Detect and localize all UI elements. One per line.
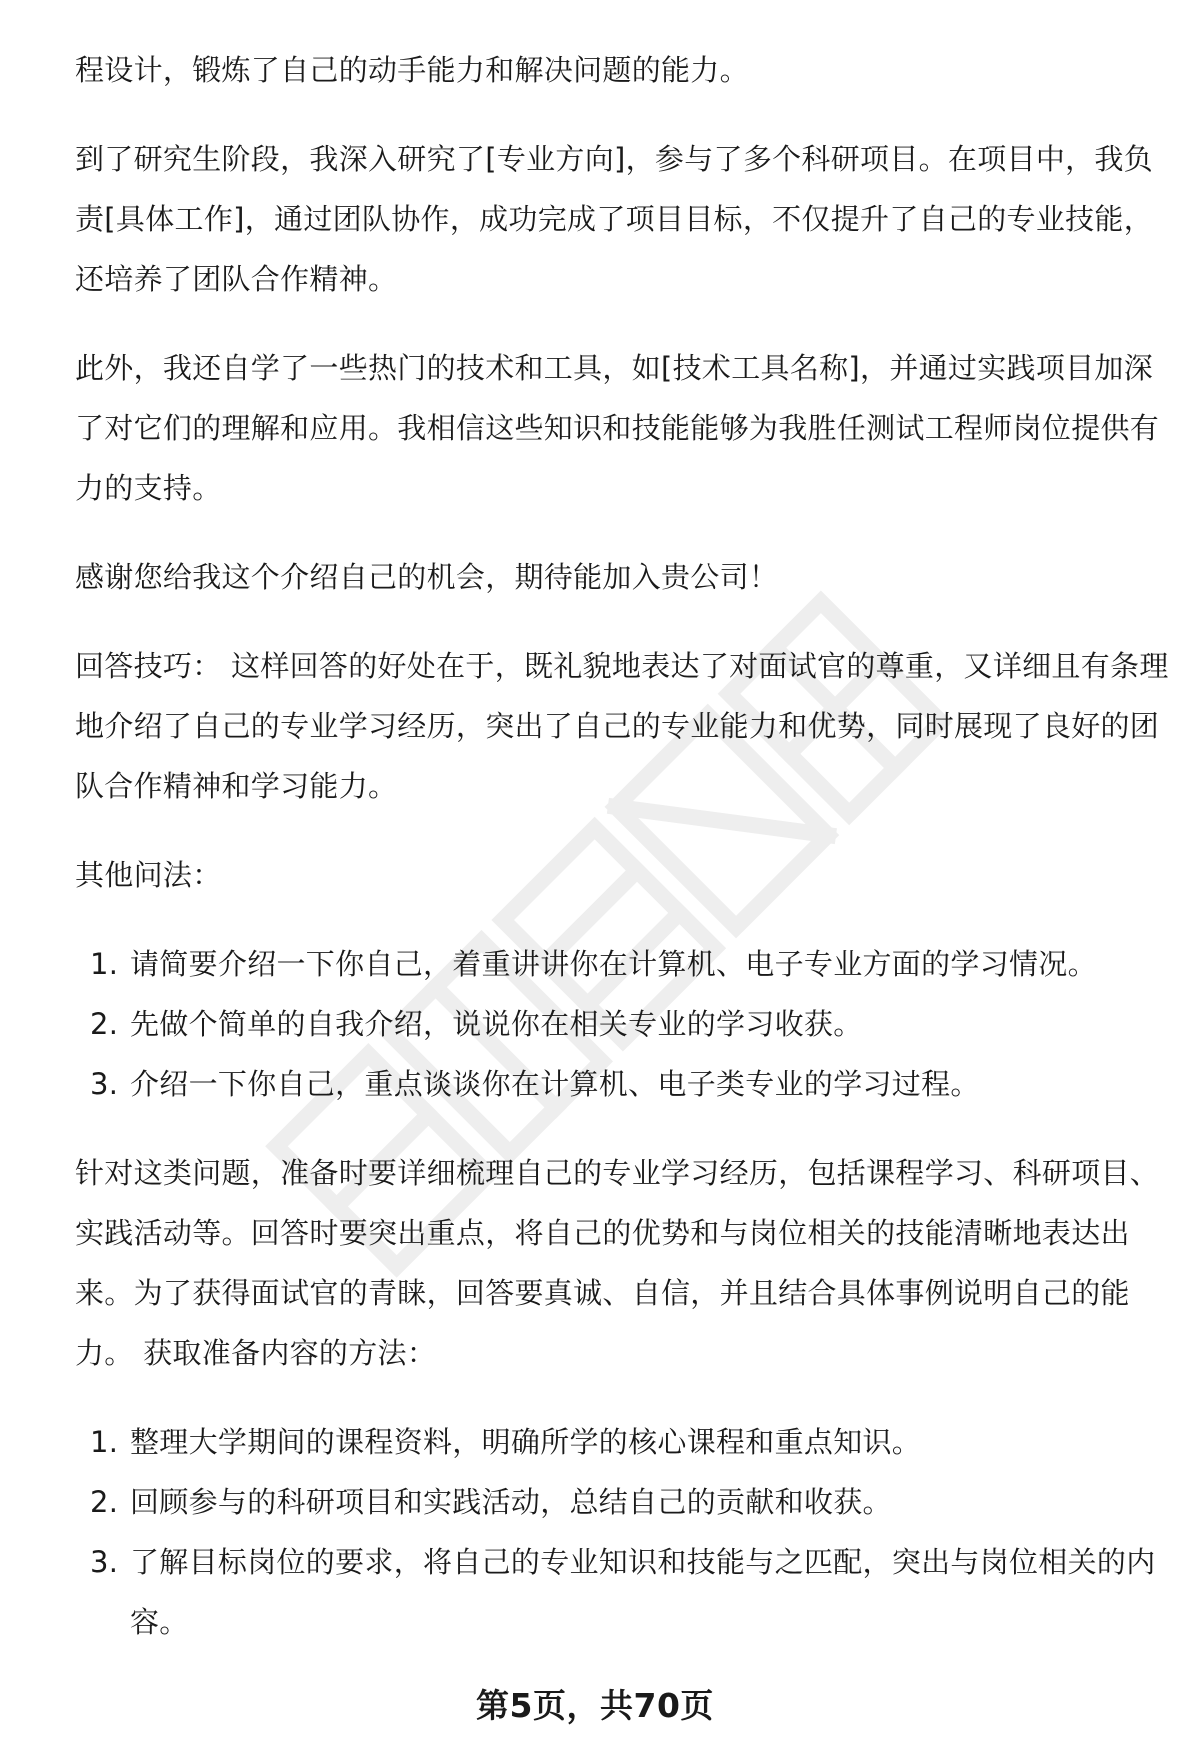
list-number: 3. xyxy=(90,1067,119,1101)
other-questions-list xyxy=(75,934,1175,1114)
paragraph-answer-tips: 回答技巧： 这样回答的好处在于，既礼貌地表达了对面试官的尊重，又详细且有条理地介绍了自己的专业学习经历，突出了自己的专业能力和优势，同时展现了良好的团队合作精神和学习能力。 xyxy=(75,649,1169,803)
paragraph-preparation: 针对这类问题，准备时要详细梳理自己的专业学习经历，包括课程学习、科研项目、实践活动等。回答时要突出重点，将自己的优势和与岗位相关的技能清晰地表达出来。为了获得面试官的青睐，回答要真诚、自信，并且结合具体事例说明自己的能力。 获取准备内容的方法： xyxy=(75,1156,1160,1370)
list-item xyxy=(75,1472,1175,1532)
page-footer: 第5页，共70页 xyxy=(476,1686,714,1725)
prep-methods-list xyxy=(75,1412,1175,1652)
list-item xyxy=(75,1412,1175,1472)
document-body xyxy=(75,40,1175,1681)
paragraph-thanks: 感谢您给我这个介绍自己的机会，期待能加入贵公司！ xyxy=(75,560,779,594)
list-number: 3. xyxy=(90,1545,119,1579)
list-item-text: 整理大学期间的课程资料，明确所学的核心课程和重点知识。 xyxy=(130,1425,922,1459)
list-number: 1. xyxy=(90,947,119,981)
list-item-text: 介绍一下你自己，重点谈谈你在计算机、电子类专业的学习过程。 xyxy=(130,1067,980,1101)
list-number: 1. xyxy=(90,1425,119,1459)
list-number: 2. xyxy=(90,1485,119,1519)
list-number: 2. xyxy=(90,1007,119,1041)
heading-other-questions: 其他问法： xyxy=(75,858,222,892)
list-item xyxy=(75,1054,1175,1114)
paragraph-graduate: 到了研究生阶段，我深入研究了[专业方向]，参与了多个科研项目。在项目中，我负责[具体工作]，通过团队协作，成功完成了项目目标，不仅提升了自己的专业技能，还培养了团队合作精神。 xyxy=(75,142,1154,296)
list-item-text: 先做个简单的自我介绍，说说你在相关专业的学习收获。 xyxy=(130,1007,863,1041)
paragraph-continued: 程设计，锻炼了自己的动手能力和解决问题的能力。 xyxy=(75,53,749,87)
list-item xyxy=(75,934,1175,994)
list-item-text: 了解目标岗位的要求，将自己的专业知识和技能与之匹配，突出与岗位相关的内容。 xyxy=(130,1545,1156,1639)
list-item-text: 回顾参与的科研项目和实践活动，总结自己的贡献和收获。 xyxy=(130,1485,892,1519)
list-item xyxy=(75,994,1175,1054)
list-item-text: 请简要介绍一下你自己，着重讲讲你在计算机、电子专业方面的学习情况。 xyxy=(130,947,1097,981)
paragraph-self-study: 此外，我还自学了一些热门的技术和工具，如[技术工具名称]，并通过实践项目加深了对它们的理解和应用。我相信这些知识和技能能够为我胜任测试工程师岗位提供有力的支持。 xyxy=(75,351,1160,505)
list-item xyxy=(75,1532,1175,1652)
